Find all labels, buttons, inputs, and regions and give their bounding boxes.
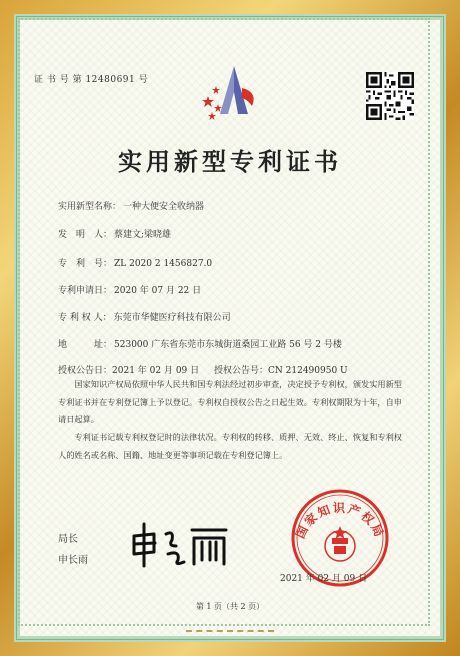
decorative-bottom-mark <box>186 630 274 635</box>
legal-status-paragraph: 专利证书记载专利权登记时的法律状况。专利权的转移、质押、无效、终止、恢复和专利权人的姓名或名称、国籍、地址变更等事项记载在专利登记簿上。 <box>58 432 402 460</box>
signatory-title: 局长 <box>58 534 78 545</box>
field-utility-model-name <box>58 199 204 212</box>
field-label: 发 明 人： <box>58 230 113 240</box>
field-value: 一种大便安全收纳器 <box>123 202 205 212</box>
field-value: 东莞市华健医疗科技有限公司 <box>113 313 231 323</box>
field-value: 蔡建文;梁晓雄 <box>114 230 172 240</box>
cnipa-emblem-icon <box>198 62 268 122</box>
field-application-date <box>58 283 201 296</box>
field-patent-number <box>58 256 212 269</box>
seal-date: 2021 年 02 月 09 日 <box>280 574 368 584</box>
field-label: 专 利 权 人： <box>58 313 112 323</box>
page-number: 第 1 页（共 2 页） <box>195 602 265 611</box>
grant-date-label: 授权公告日： <box>58 366 113 376</box>
grant-number <box>214 363 348 376</box>
field-inventors <box>58 227 171 240</box>
grant-date <box>58 363 199 376</box>
field-value: ZL 2020 2 1456827.0 <box>114 259 213 269</box>
field-label: 专利申请日： <box>58 286 113 296</box>
qr-code <box>366 72 414 120</box>
grant-date-value: 2021 年 02 月 09 日 <box>112 366 200 376</box>
field-label: 专 利 号： <box>58 259 113 269</box>
handwritten-signature <box>128 520 238 570</box>
field-label: 实用新型名称： <box>58 202 122 212</box>
field-value: 2020 年 07 月 22 日 <box>114 286 202 296</box>
signatory-name: 申长雨 <box>58 555 88 566</box>
field-patentee <box>58 310 231 323</box>
field-label: 地 址： <box>58 340 113 350</box>
grant-number-value: CN 212490950 U <box>268 366 348 376</box>
grant-statement-paragraph: 国家知识产权局依照中华人民共和国专利法经过初步审查，决定授予专利权，颁发实用新型专利证书并在专利登记簿上予以登记。专利权自授权公告之日起生效。专利权期限为十年，自申请日起算。 <box>58 379 402 424</box>
grant-number-label: 授权公告号： <box>214 366 269 376</box>
certificate-number: 证 书 号 第 12480691 号 <box>34 75 149 85</box>
grant-info <box>58 363 360 376</box>
field-value: 523000 广东省东莞市东城街道桑园工业路 56 号 2 号楼 <box>114 340 342 350</box>
document-title: 实用新型专利证书 <box>118 147 342 176</box>
field-address <box>58 337 342 350</box>
seal-text: 国家知识产权局 <box>293 500 387 541</box>
